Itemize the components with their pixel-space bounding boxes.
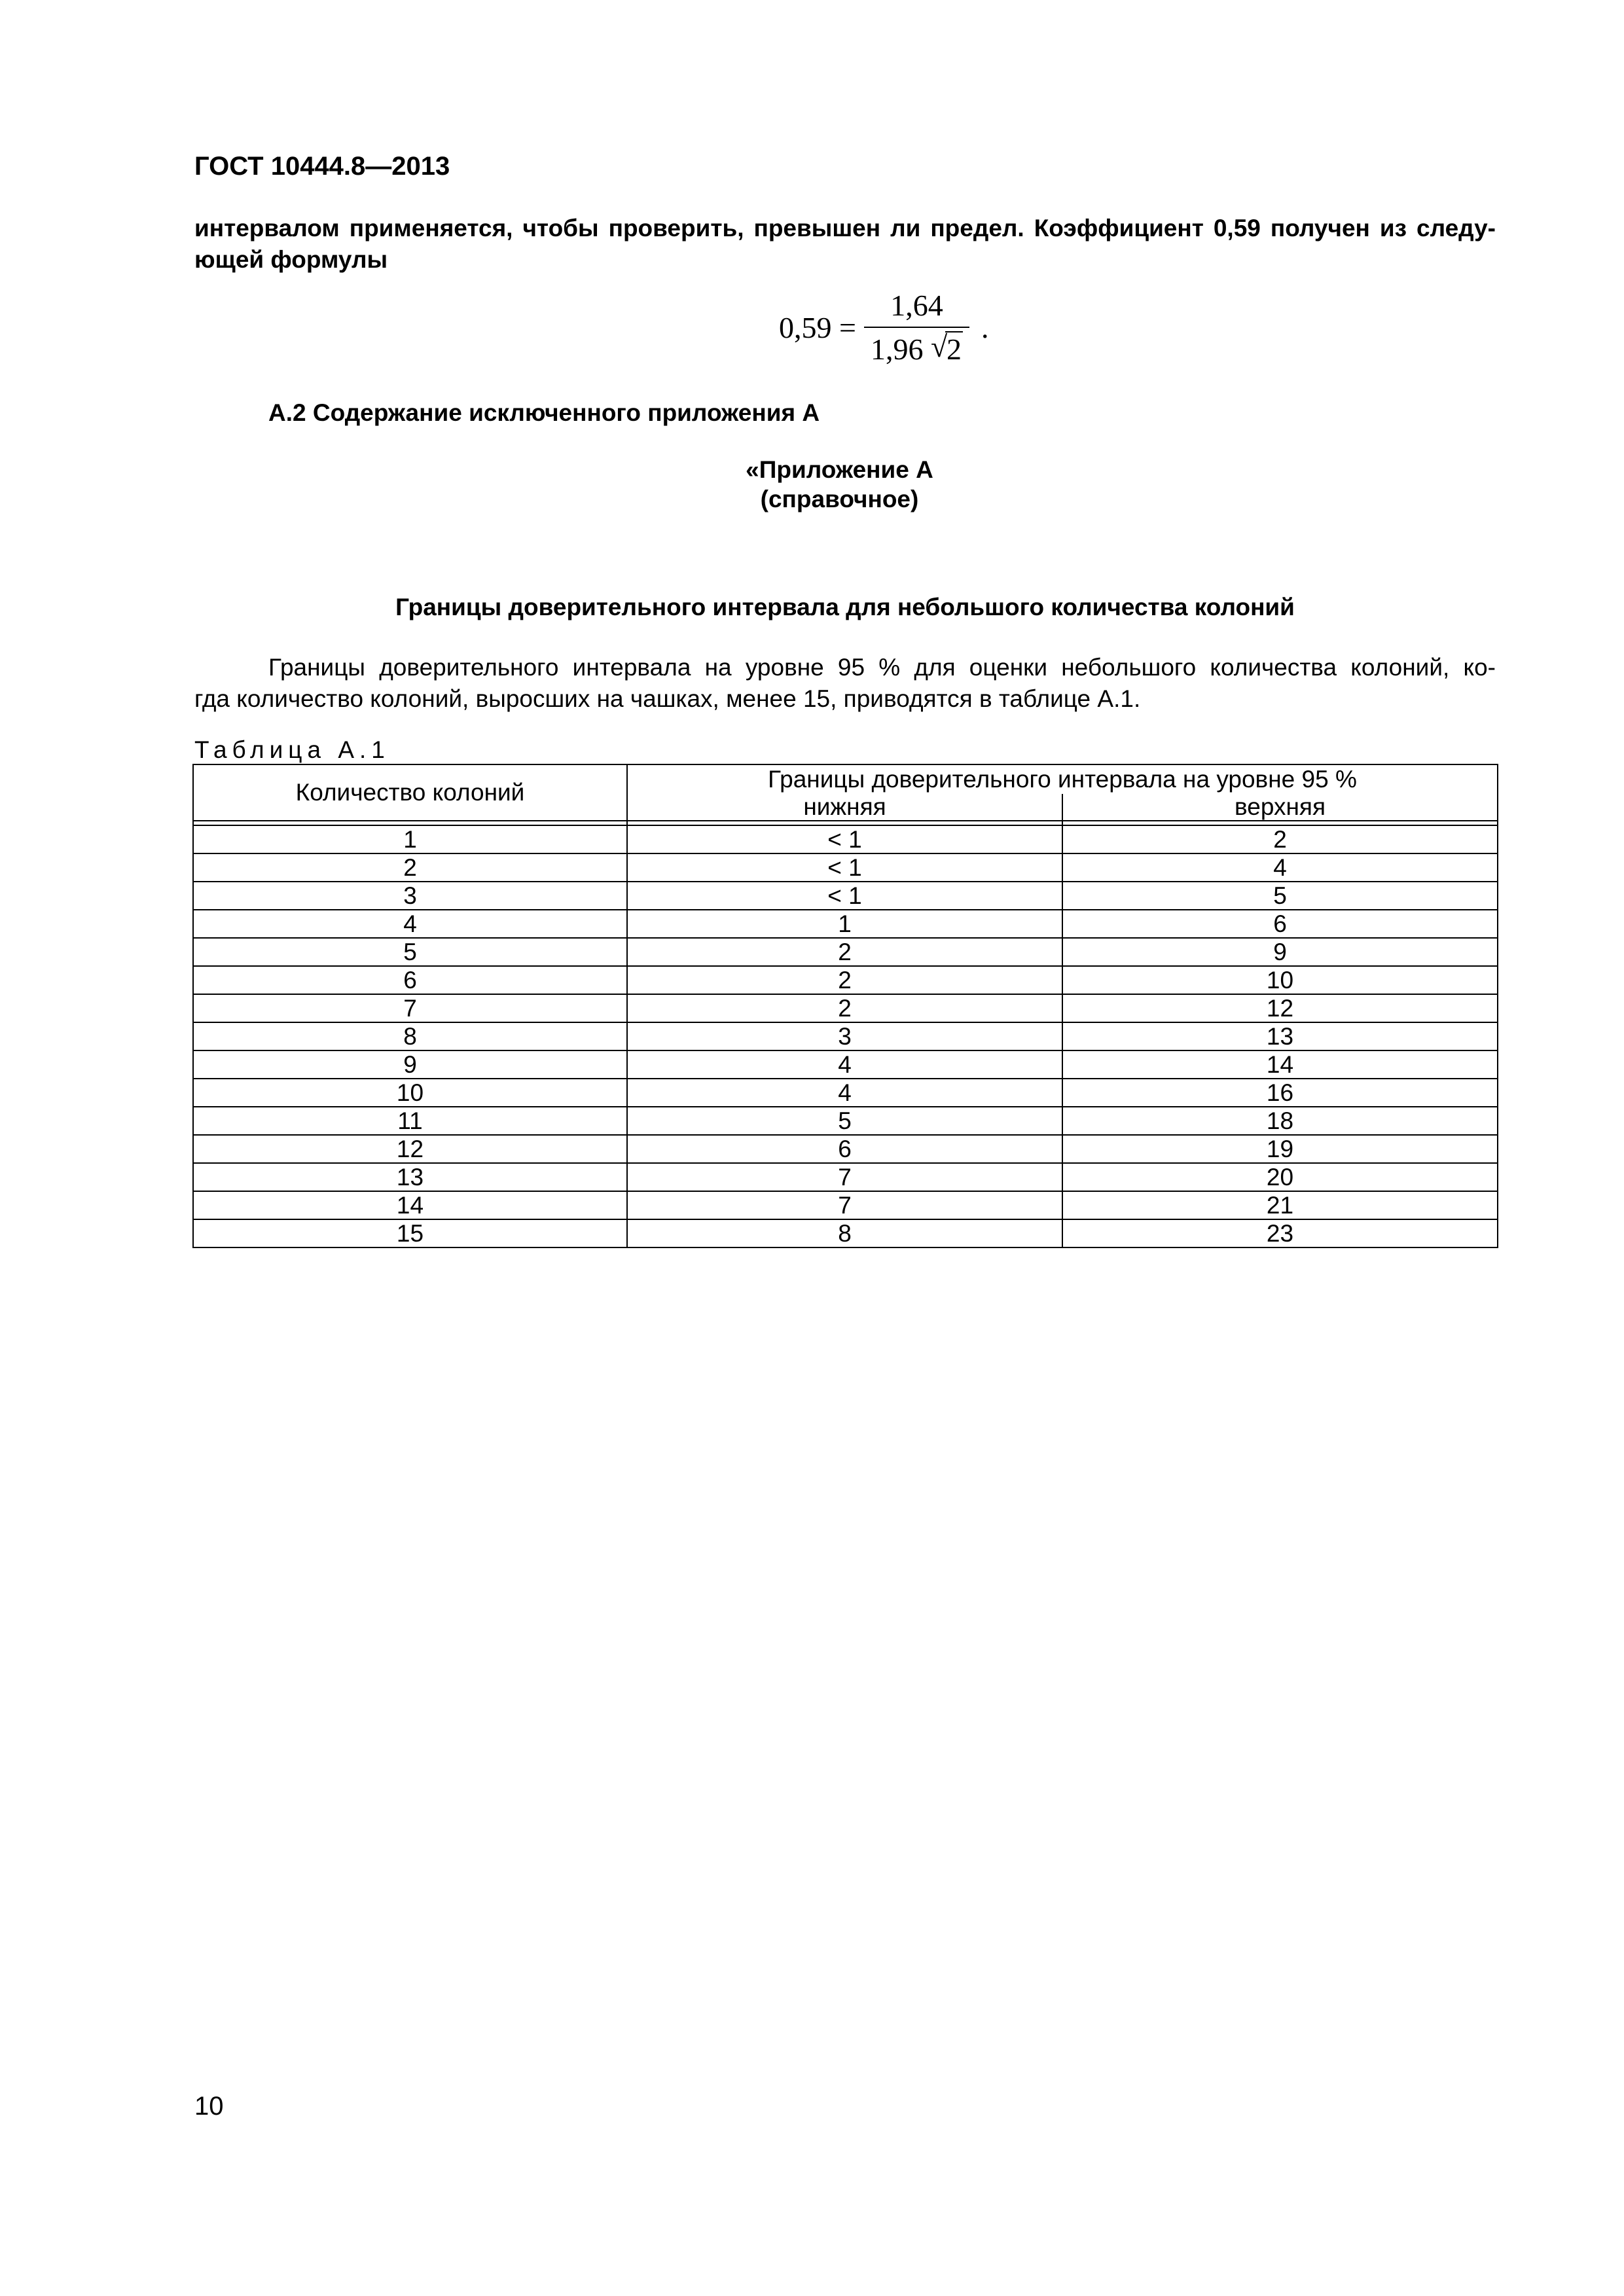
column-group-header-interval: Границы доверительного интервала на уровне 95 % bbox=[627, 764, 1498, 794]
cell-upper-bound: 5 bbox=[1062, 882, 1498, 910]
cell-upper-bound: 23 bbox=[1062, 1219, 1498, 1247]
cell-lower-bound: 3 bbox=[627, 1022, 1062, 1050]
cell-upper-bound: 6 bbox=[1062, 910, 1498, 938]
table-row bbox=[193, 1191, 1498, 1219]
formula-suffix: . bbox=[981, 310, 989, 344]
document-code-header: ГОСТ 10444.8—2013 bbox=[194, 152, 450, 181]
annex-heading: Границы доверительного интервала для небольшого количества колоний bbox=[395, 594, 1295, 620]
cell-upper-bound: 2 bbox=[1062, 825, 1498, 853]
formula-numerator: 1,64 bbox=[890, 289, 943, 322]
cell-lower-bound: 2 bbox=[627, 966, 1062, 994]
cell-colony-count: 3 bbox=[193, 882, 627, 910]
cell-upper-bound: 14 bbox=[1062, 1050, 1498, 1079]
table-row bbox=[193, 1022, 1498, 1050]
cell-lower-bound: 8 bbox=[627, 1219, 1062, 1247]
radical-sign: √ bbox=[930, 330, 948, 363]
annex-status: (справочное) bbox=[760, 486, 919, 512]
cell-upper-bound: 21 bbox=[1062, 1191, 1498, 1219]
intro-line-1: интервалом применяется, чтобы проверить, превышен ли предел. Коэффициент 0,59 получен из следу- bbox=[194, 215, 1496, 242]
cell-lower-bound: < 1 bbox=[627, 853, 1062, 882]
cell-colony-count: 7 bbox=[193, 994, 627, 1022]
table-row bbox=[193, 910, 1498, 938]
cell-colony-count: 13 bbox=[193, 1163, 627, 1191]
cell-lower-bound: 5 bbox=[627, 1107, 1062, 1135]
table-row bbox=[193, 853, 1498, 882]
cell-colony-count: 1 bbox=[193, 825, 627, 853]
table-row bbox=[193, 1219, 1498, 1247]
cell-lower-bound: 2 bbox=[627, 994, 1062, 1022]
cell-lower-bound: 4 bbox=[627, 1079, 1062, 1107]
table-row bbox=[193, 938, 1498, 966]
cell-lower-bound: 6 bbox=[627, 1135, 1062, 1163]
table-row bbox=[193, 1135, 1498, 1163]
table-row bbox=[193, 1079, 1498, 1107]
intro-paragraph bbox=[194, 213, 1496, 276]
cell-lower-bound: < 1 bbox=[627, 825, 1062, 853]
square-root bbox=[931, 332, 963, 367]
cell-colony-count: 5 bbox=[193, 938, 627, 966]
coefficient-formula bbox=[779, 288, 988, 367]
table-row bbox=[193, 1163, 1498, 1191]
table-row bbox=[193, 966, 1498, 994]
annex-title: «Приложение А bbox=[746, 456, 933, 483]
body-line-1: Границы доверительного интервала на уровне 95 % для оценки небольшого количества колоний, ко- bbox=[268, 654, 1496, 681]
column-header-colony-count: Количество колоний bbox=[193, 764, 627, 821]
cell-upper-bound: 19 bbox=[1062, 1135, 1498, 1163]
table-row bbox=[193, 1107, 1498, 1135]
cell-colony-count: 9 bbox=[193, 1050, 627, 1079]
cell-upper-bound: 18 bbox=[1062, 1107, 1498, 1135]
table-body bbox=[193, 825, 1498, 1247]
header-separator bbox=[193, 821, 1498, 825]
cell-upper-bound: 16 bbox=[1062, 1079, 1498, 1107]
cell-lower-bound: 2 bbox=[627, 938, 1062, 966]
cell-upper-bound: 20 bbox=[1062, 1163, 1498, 1191]
table-row bbox=[193, 994, 1498, 1022]
body-paragraph bbox=[194, 652, 1496, 715]
confidence-interval-table bbox=[192, 764, 1498, 1248]
cell-lower-bound: 7 bbox=[627, 1163, 1062, 1191]
cell-colony-count: 4 bbox=[193, 910, 627, 938]
intro-line-2: ющей формулы bbox=[194, 246, 388, 273]
cell-upper-bound: 9 bbox=[1062, 938, 1498, 966]
cell-lower-bound: 1 bbox=[627, 910, 1062, 938]
cell-colony-count: 14 bbox=[193, 1191, 627, 1219]
formula-denominator bbox=[864, 327, 969, 367]
cell-colony-count: 10 bbox=[193, 1079, 627, 1107]
cell-colony-count: 11 bbox=[193, 1107, 627, 1135]
radicand: 2 bbox=[946, 332, 962, 366]
cell-lower-bound: < 1 bbox=[627, 882, 1062, 910]
formula-denominator-prefix: 1,96 bbox=[870, 332, 924, 366]
cell-colony-count: 15 bbox=[193, 1219, 627, 1247]
cell-upper-bound: 4 bbox=[1062, 853, 1498, 882]
cell-colony-count: 12 bbox=[193, 1135, 627, 1163]
cell-upper-bound: 13 bbox=[1062, 1022, 1498, 1050]
table-row bbox=[193, 1050, 1498, 1079]
column-header-lower: нижняя bbox=[627, 794, 1062, 821]
section-a2-heading: А.2 Содержание исключенного приложения А bbox=[268, 399, 820, 426]
body-line-2: гда количество колоний, выросших на чашках, менее 15, приводятся в таблице А.1. bbox=[194, 685, 1141, 712]
table-row bbox=[193, 825, 1498, 853]
cell-lower-bound: 7 bbox=[627, 1191, 1062, 1219]
cell-upper-bound: 10 bbox=[1062, 966, 1498, 994]
cell-upper-bound: 12 bbox=[1062, 994, 1498, 1022]
cell-lower-bound: 4 bbox=[627, 1050, 1062, 1079]
page-number: 10 bbox=[194, 2092, 224, 2121]
cell-colony-count: 6 bbox=[193, 966, 627, 994]
formula-lhs: 0,59 = bbox=[779, 310, 856, 344]
cell-colony-count: 8 bbox=[193, 1022, 627, 1050]
table-row bbox=[193, 882, 1498, 910]
formula-fraction bbox=[864, 288, 969, 367]
column-header-upper: верхняя bbox=[1062, 794, 1498, 821]
table-caption: Таблица А.1 bbox=[194, 736, 390, 763]
cell-colony-count: 2 bbox=[193, 853, 627, 882]
